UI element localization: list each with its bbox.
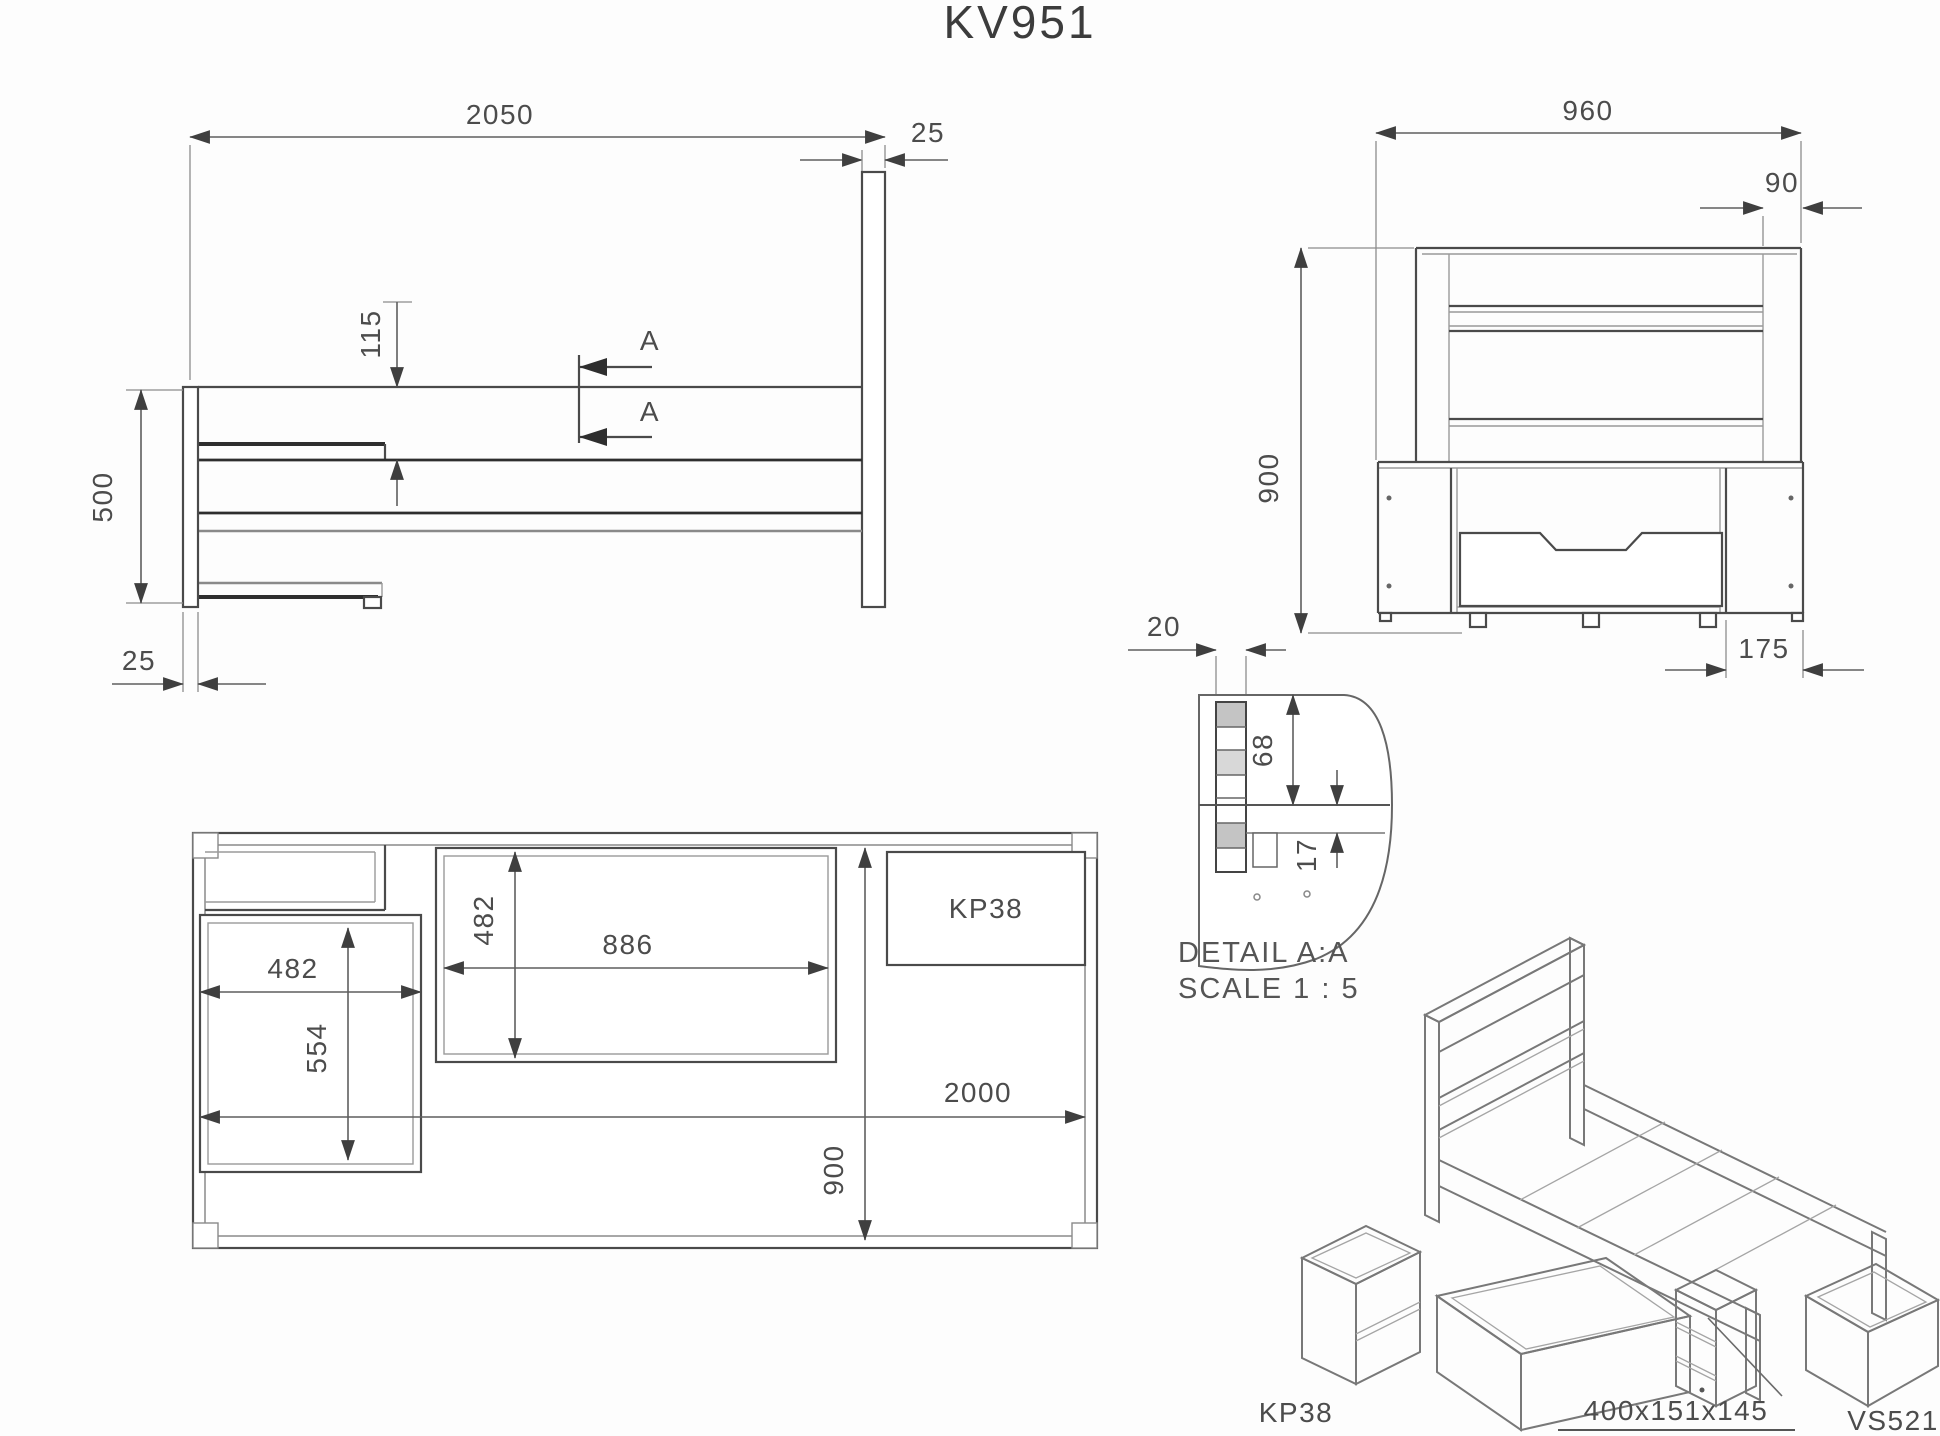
section-arrow-bottom [579,428,607,446]
dim-side-length: 2050 [465,99,535,130]
front-view [1253,95,1864,678]
panel-hole [1789,584,1794,589]
isometric-view [1259,938,1939,1436]
iso-drawer-size-label: 400x151x145 [1583,1395,1769,1426]
dim-post-width: 90 [1764,167,1800,198]
front-drawer-handle-cutout [1460,533,1722,606]
dim-front-height: 900 [1253,452,1284,504]
section-arrow-top [579,358,607,376]
detail-title: DETAIL A:A [1178,937,1350,969]
plan-corner-post [193,1223,218,1248]
section-label-top: A [639,325,661,356]
panel-hole [1387,496,1392,501]
side-headboard-post [862,172,885,607]
iso-cabinet-top [1676,1270,1756,1310]
dim-side-panel-width: 175 [1738,633,1790,664]
detail-view [1128,611,1392,1005]
dim-mid-width: 886 [602,929,654,960]
iso-headboard-far-post [1570,938,1584,1145]
side-drawer-foot [364,597,381,608]
side-left-post [183,387,198,607]
iso-far-foot [1872,1232,1886,1320]
panel-hole [1387,584,1392,589]
detail-scale: SCALE 1 : 5 [1178,973,1360,1005]
dim-side-height: 500 [87,471,118,523]
dim-front-width: 960 [1562,95,1614,126]
dim-leg-thickness: 25 [121,645,157,676]
cabinet-dot [1700,1388,1705,1393]
dim-drawer-depth: 554 [301,1022,332,1074]
side-view [87,99,948,692]
iso-headboard-near-post [1425,1015,1439,1222]
dim-plan-width: 900 [818,1144,849,1196]
drawing-title: KV951 [943,0,1097,48]
section-label-bottom: A [639,396,661,427]
iso-vs521-label: VS521 [1847,1405,1939,1436]
plan-view [193,833,1097,1248]
dim-headboard-thickness: 25 [910,117,946,148]
detail-ledge-block [1253,833,1277,867]
iso-headboard-top-rail [1439,945,1584,1052]
iso-near-rail [1439,1160,1760,1315]
iso-slat [1634,1177,1779,1255]
iso-nightstand-label: KP38 [1258,1397,1334,1428]
iso-slat [1577,1150,1722,1228]
dim-rail-inset: 115 [355,309,386,359]
caster [1583,613,1599,627]
dim-drawer-width: 482 [267,953,319,984]
plan-corner-post [193,833,218,858]
panel-foot [1380,613,1391,621]
dim-mid-depth: 482 [468,894,499,946]
iso-near-foot [1746,1308,1760,1400]
dim-rail-depth: 68 [1247,732,1278,768]
caster [1700,613,1716,627]
plan-corner-post [1072,1223,1097,1248]
caster [1470,613,1486,627]
iso-far-rail [1584,1085,1886,1232]
panel-hole [1789,496,1794,501]
dim-ledge: 17 [1291,837,1322,873]
iso-drawer-rim [1437,1258,1690,1354]
panel-foot [1792,613,1803,621]
iso-slat [1520,1122,1665,1200]
plan-part-label: KP38 [948,893,1024,924]
dim-slat-width: 20 [1146,611,1182,642]
dim-plan-length: 2000 [943,1077,1013,1108]
